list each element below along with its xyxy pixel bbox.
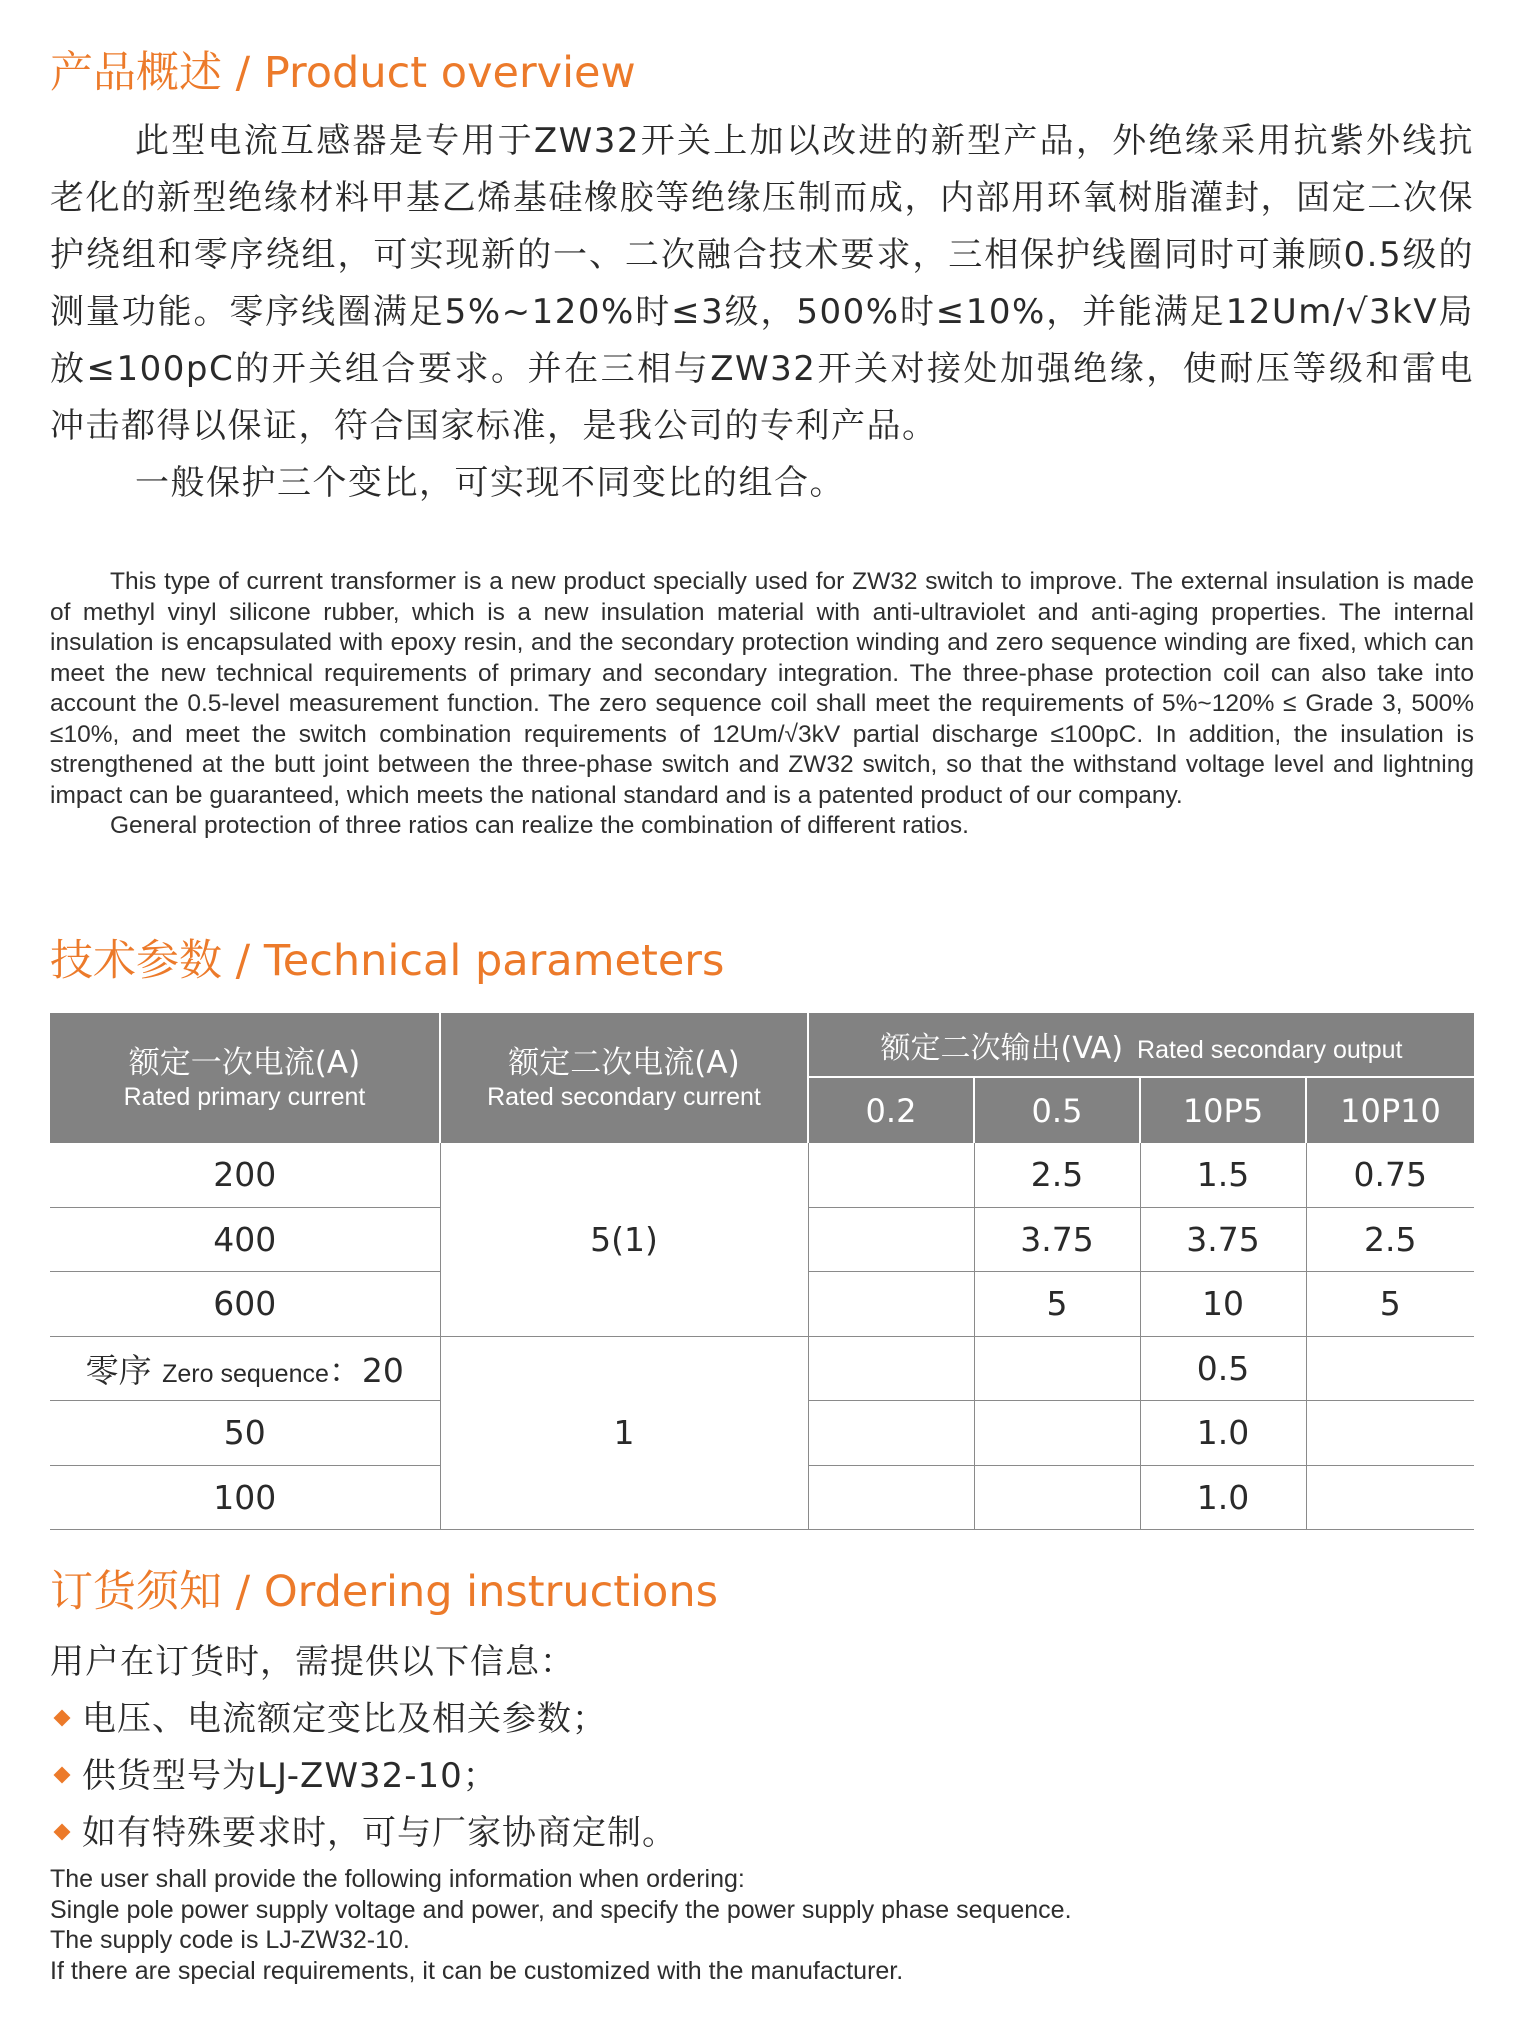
cell-10p10 xyxy=(1306,1336,1474,1401)
cell-10p5: 3.75 xyxy=(1140,1207,1306,1272)
ordering-en-line: If there are special requirements, it can be customized with the manufacturer. xyxy=(50,1956,904,1985)
cell-10p5: 1.0 xyxy=(1140,1401,1306,1466)
table-row xyxy=(50,1336,1474,1401)
cell-primary-zero-sequence xyxy=(50,1336,440,1401)
cell-10p10: 0.75 xyxy=(1306,1143,1474,1207)
header-col-0-5: 0.5 xyxy=(974,1077,1140,1143)
cell-0-5: 2.5 xyxy=(974,1143,1140,1207)
zero-sequence-separator: ： xyxy=(328,1350,362,1390)
section-title-technical: 技术参数 / Technical parameters xyxy=(50,936,725,986)
overview-en-paragraph-1: This type of current transformer is a new product specially used for ZW32 switch to improve. The external insulation is made of methyl vinyl silicone rubber, which is a new insulation material with anti-ultraviolet and anti-aging properties. The internal insulation is encapsulated with epoxy resin, and the secondary protection winding and zero sequence winding are fixed, which can meet the new technical requirements of primary and secondary integration. The three-phase protection coil can also take into account the 0.5-level measurement function. The zero sequence coil shall meet the requirements of 5%~120% ≤ Grade 3, 500% ≤10%, and meet the switch combination requirements of 12Um/√3kV partial discharge ≤100pC. In addition, the insulation is strengthened at the butt joint between the three-phase switch and ZW32 switch, so that the withstand voltage level and lightning impact can be guaranteed, which meets the national standard and is a patented product of our company. xyxy=(50,568,1474,809)
header-col-10p10: 10P10 xyxy=(1306,1077,1474,1143)
cell-0-2 xyxy=(808,1465,974,1530)
overview-cn-paragraph-1: 此型电流互感器是专用于ZW32开关上加以改进的新型产品，外绝缘采用抗紫外线抗老化的新型绝缘材料甲基乙烯基硅橡胶等绝缘压制而成，内部用环氧树脂灌封，固定二次保护绕组和零序绕组，可实现新的一、二次融合技术要求，三相保护线圈同时可兼顾0.5级的测量功能。零序线圈满足5%~120%时≤3级，500%时≤10%，并能满足12Um/√3kV局放≤100pC的开关组合要求。并在三相与ZW32开关对接处加强绝缘，使耐压等级和雷电冲击都得以保证，符合国家标准，是我公司的专利产品。 xyxy=(50,121,1474,446)
overview-en-block xyxy=(50,567,1474,842)
cell-0-5 xyxy=(974,1336,1140,1401)
list-item xyxy=(50,1805,1474,1862)
cell-primary: 200 xyxy=(50,1143,440,1207)
ordering-cn-block xyxy=(50,1634,1474,1862)
cell-0-2 xyxy=(808,1336,974,1401)
parameters-table-wrap xyxy=(50,1013,1474,1530)
overview-cn-block xyxy=(50,113,1474,512)
cell-0-2 xyxy=(808,1143,974,1207)
zero-sequence-value: 20 xyxy=(361,1350,404,1390)
ordering-en-line: The user shall provide the following information when ordering: xyxy=(50,1865,745,1893)
section-title-overview: 产品概述 / Product overview xyxy=(50,48,636,98)
cell-0-2 xyxy=(808,1401,974,1466)
cell-0-2 xyxy=(808,1207,974,1272)
cell-primary: 50 xyxy=(50,1401,440,1466)
cell-10p5: 0.5 xyxy=(1140,1336,1306,1401)
cell-0-5 xyxy=(974,1465,1140,1530)
header-secondary-cn: 额定二次电流(A) xyxy=(508,1045,740,1081)
section-title-ordering: 订货须知 / Ordering instructions xyxy=(50,1567,718,1617)
cell-10p10: 2.5 xyxy=(1306,1207,1474,1272)
cell-primary: 400 xyxy=(50,1207,440,1272)
cell-secondary-group-1: 5(1) xyxy=(440,1143,808,1336)
overview-en-paragraph-2: General protection of three ratios can realize the combination of different ratios. xyxy=(110,812,969,839)
cell-secondary-group-2: 1 xyxy=(440,1336,808,1530)
cell-primary: 100 xyxy=(50,1465,440,1530)
ordering-item-text: 电压、电流额定变比及相关参数； xyxy=(82,1699,607,1739)
zero-sequence-en: Zero sequence xyxy=(162,1359,329,1388)
cell-0-5 xyxy=(974,1401,1140,1466)
header-col-0-2: 0.2 xyxy=(808,1077,974,1143)
header-output-en: Rated secondary output xyxy=(1137,1035,1403,1064)
header-output-cn: 额定二次输出(VA) xyxy=(880,1030,1124,1066)
cell-10p5: 1.5 xyxy=(1140,1143,1306,1207)
diamond-bullet-icon xyxy=(54,1710,71,1727)
cell-10p5: 1.0 xyxy=(1140,1465,1306,1530)
cell-10p5: 10 xyxy=(1140,1272,1306,1337)
cell-primary: 600 xyxy=(50,1272,440,1337)
table-row xyxy=(50,1143,1474,1207)
diamond-bullet-icon xyxy=(54,1767,71,1784)
list-item xyxy=(50,1748,1474,1805)
overview-cn-paragraph-2: 一般保护三个变比，可实现不同变比的组合。 xyxy=(135,463,845,503)
header-secondary-output xyxy=(808,1013,1474,1077)
header-primary-cn: 额定一次电流(A) xyxy=(128,1045,361,1081)
cell-10p10 xyxy=(1306,1401,1474,1466)
cell-0-5: 3.75 xyxy=(974,1207,1140,1272)
cell-10p10 xyxy=(1306,1465,1474,1530)
list-item xyxy=(50,1691,1474,1748)
ordering-en-line: Single pole power supply voltage and power, and specify the power supply phase sequence. xyxy=(50,1895,1072,1924)
cell-0-2 xyxy=(808,1272,974,1337)
ordering-en-block xyxy=(50,1864,1474,1986)
zero-sequence-cn: 零序 xyxy=(85,1350,152,1390)
diamond-bullet-icon xyxy=(54,1824,71,1841)
header-col-10p5: 10P5 xyxy=(1140,1077,1306,1143)
header-primary-current xyxy=(50,1013,440,1143)
ordering-en-line: The supply code is LJ-ZW32-10. xyxy=(50,1926,410,1954)
header-secondary-current xyxy=(440,1013,808,1143)
cell-0-5: 5 xyxy=(974,1272,1140,1337)
cell-10p10: 5 xyxy=(1306,1272,1474,1337)
ordering-item-text: 如有特殊要求时，可与厂家协商定制。 xyxy=(82,1813,677,1853)
ordering-item-text: 供货型号为LJ-ZW32-10； xyxy=(82,1756,498,1796)
header-secondary-en: Rated secondary current xyxy=(487,1083,761,1111)
ordering-intro: 用户在订货时，需提供以下信息： xyxy=(50,1642,575,1682)
header-primary-en: Rated primary current xyxy=(123,1083,366,1111)
parameters-table xyxy=(50,1013,1474,1530)
